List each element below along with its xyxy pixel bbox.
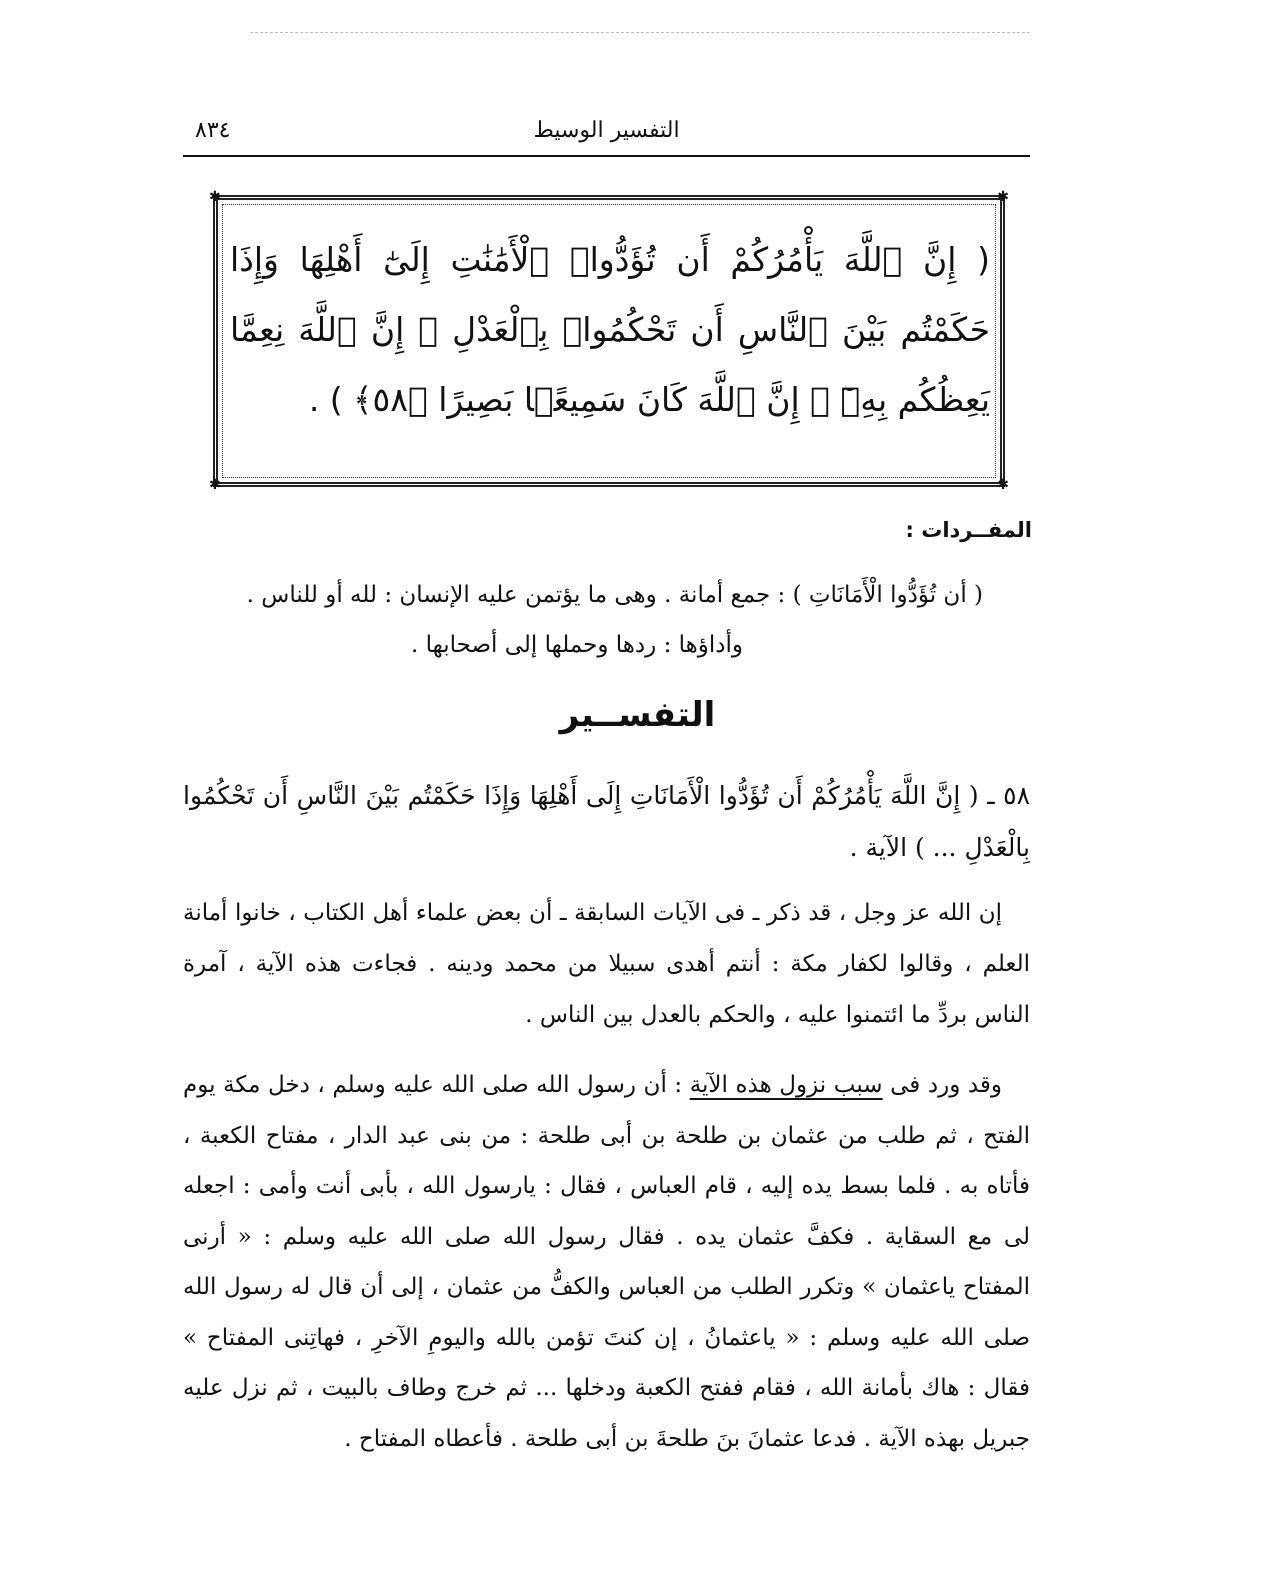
tafsir-paragraph: [183, 1060, 1030, 1464]
running-header: [183, 112, 1030, 152]
frame-corner-star: ✱: [209, 477, 221, 493]
frame-corner-star: ✱: [209, 189, 221, 205]
tafsir-heading: التفســير: [559, 695, 716, 735]
vocabulary-line: وأداؤها : ردها وحملها إلى أصحابها .: [411, 632, 743, 658]
scan-edge-artifact: [250, 32, 1030, 33]
page-number: ٨٣٤: [195, 118, 231, 143]
frame-corner-star: ✱: [997, 189, 1009, 205]
vocabulary-heading: المفــردات :: [905, 518, 1032, 542]
verse-reference: ٥٨ ـ ( إِنَّ اللَّهَ يَأْمُرُكُمْ أَن تُؤَدُّوا الْأَمَانَاتِ إِلَى أَهْلِهَا وَإِذَا حَكَمْتُم بَيْنَ النَّاسِ أَن تَحْكُمُوا بِالْعَدْلِ ... ) الآية .: [183, 781, 1030, 862]
frame-corner-star: ✱: [997, 477, 1009, 493]
paragraph-text: : أن رسول الله صلى الله عليه وسلم ، دخل مكة يوم الفتح ، ثم طلب من عثمان بن طلحة بن أبى طلحة : من بنى عبد الدار ، مفتاح الكعبة ، فأتاه به . فلما بسط يده إليه ، قام العباس ، فقال : يارسول الله ، بأبى أنت وأمى : اجعله لى مع السقاية . فكفَّ عثمان يده . فقال رسول الله صلى الله عليه وسلم : « أرنى المفتاح ياعثمان » وتكرر الطلب من العباس والكفُّ من عثمان ، إلى أن قال له رسول الله صلى الله عليه وسلم : « ياعثمانُ ، إن كنتَ تؤمن بالله واليومِ الآخرِ ، فهاتِنى المفتاح » فقال : هاك بأمانة الله ، فقام ففتح الكعبة ودخلها ... ثم خرج وطاف بالبيت ، ثم نزل عليه جبريل بهذه الآية . فدعا عثمانَ بنَ طلحةَ بن أبى طلحة . فأعطاه المفتاح .: [183, 1072, 1030, 1452]
header-title: التفسير الوسيط: [533, 118, 680, 143]
paragraph-text: وقد ورد فى: [890, 1072, 1003, 1098]
vocabulary-section: [183, 570, 983, 670]
vocabulary-line: ( أن تُؤَدُّوا الْأَمَانَاتِ ) : جمع أمانة . وهى ما يؤتمن عليه الإنسان : لله أو للناس .: [246, 582, 983, 608]
header-rule: [183, 155, 1030, 157]
underlined-phrase: سبب نزول هذه الآية: [689, 1072, 883, 1098]
quran-verse: ( إِنَّ ٱللَّهَ يَأْمُرُكُمْ أَن تُؤَدُّوا۟ ٱلْأَمَٰنَٰتِ إِلَىٰٓ أَهْلِهَا وَإِذَا حَكَمْتُم بَيْنَ ٱلنَّاسِ أَن تَحْكُمُوا۟ بِٱلْعَدْلِ ۚ إِنَّ ٱللَّهَ نِعِمَّا يَعِظُكُم بِهِۦٓ ۗ إِنَّ ٱللَّهَ كَانَ سَمِيعًۢا بَصِيرًا ﴿٥٨﴾ ) .: [230, 240, 990, 419]
tafsir-paragraph: إن الله عز وجل ، قد ذكر ـ فى الآيات السابقة ـ أن بعض علماء أهل الكتاب ، خانوا أمانة العلم ، وقالوا لكفار مكة : أنتم أهدى سبيلا من محمد ودينه . فجاءت هذه الآية ، آمرة الناس بردِّ ما ائتمنوا عليه ، والحكم بالعدل بين الناس .: [183, 900, 1030, 1028]
